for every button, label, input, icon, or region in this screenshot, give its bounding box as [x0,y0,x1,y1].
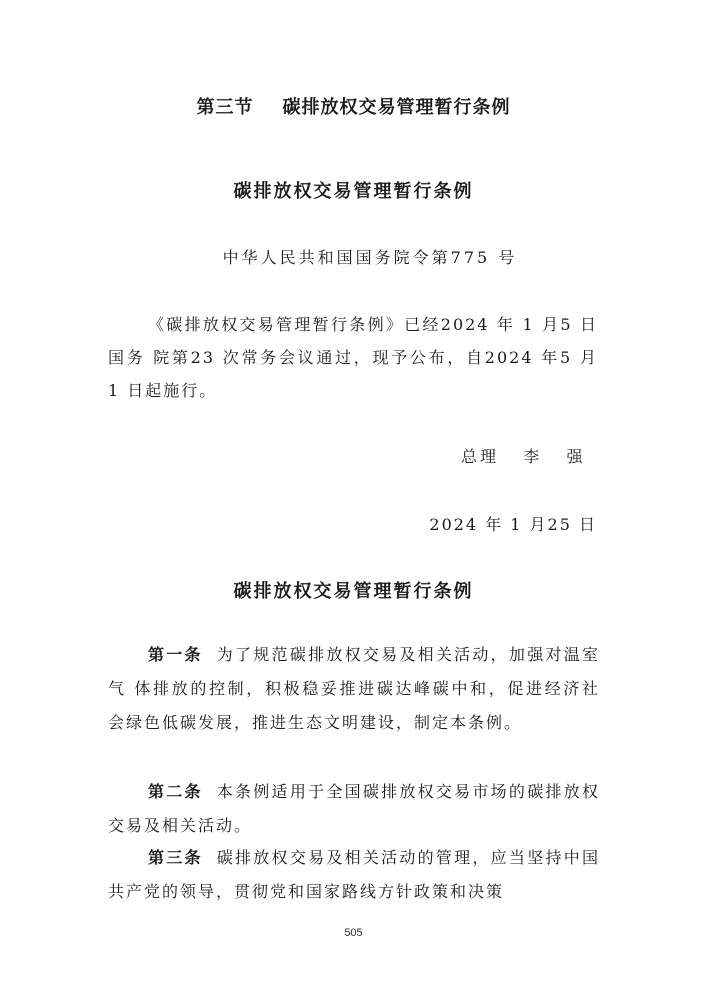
article-label: 第一条 [148,645,203,664]
section-title: 第三节 碳排放权交易管理暂行条例 [196,97,511,118]
document-title: 碳排放权交易管理暂行条例 [233,181,474,202]
article-2 [108,775,600,843]
article-3 [108,841,600,909]
article-1 [108,638,600,740]
signing-date: 2024 年 1 月25 日 [429,515,597,534]
article-text: 本条例适用于全国碳排放权交易市场的碳排放权交易及相关活动。 [108,782,600,835]
regulation-title: 碳排放权交易管理暂行条例 [233,581,474,602]
article-text: 为了规范碳排放权交易及相关活动，加强对温室气 体排放的控制，积极稳妥推进碳达峰碳中和，促进经济社会绿色低碳发展，推进生态文明建设，制定本条例。 [108,645,600,732]
promulgation-paragraph: 《碳排放权交易管理暂行条例》已经2024 年 1 月5 日国务 院第23 次常务会议通过，现予公布，自2024 年5 月 1 日起施行。 [108,315,598,400]
article-label: 第三条 [148,848,203,867]
article-label: 第二条 [148,782,203,801]
page-number: 505 [344,927,363,939]
state-council-order-line: 中华人民共和国国务院令第775 号 [222,248,518,267]
article-text: 碳排放权交易及相关活动的管理，应当坚持中国共产党的领导，贯彻党和国家路线方针政策和决策 [108,848,600,901]
signer: 总理 李 强 [461,447,586,466]
